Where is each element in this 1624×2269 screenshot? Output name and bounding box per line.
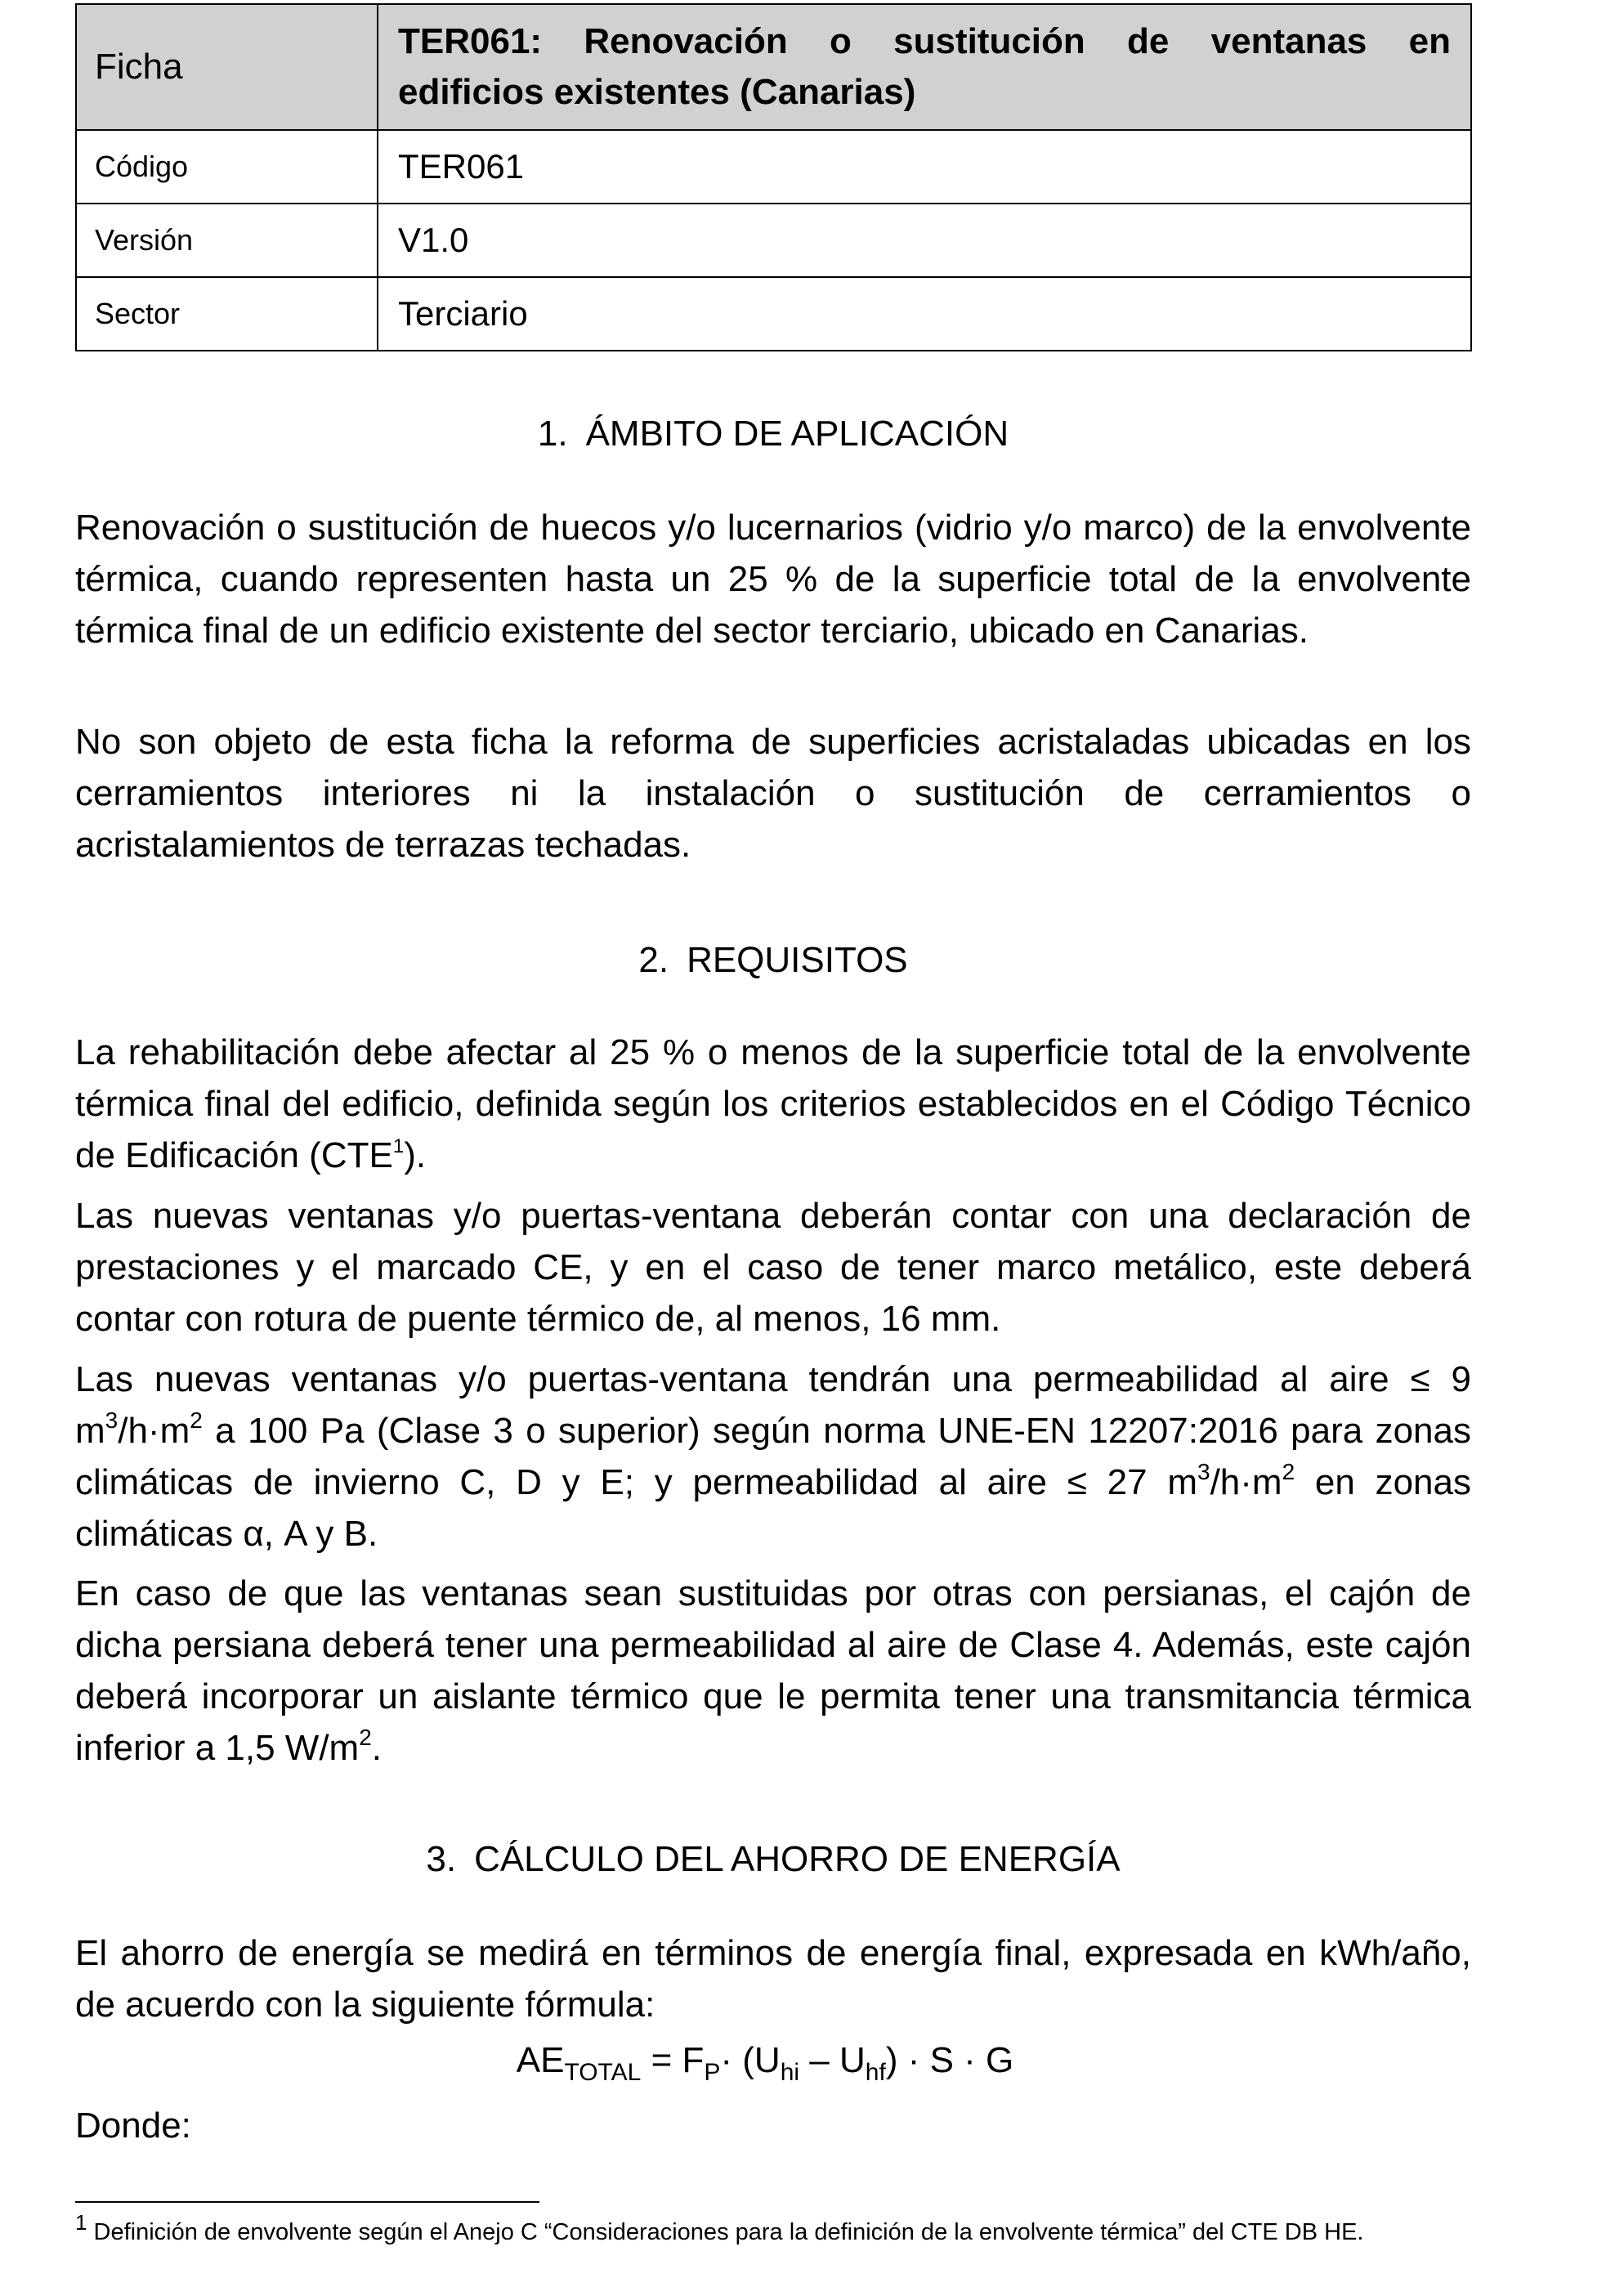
paragraph-requisitos-4 [75,1568,1471,1774]
section-number: 1. [537,414,568,454]
paragraph-end: . [371,1728,383,1768]
formula-subscript: TOTAL [564,2059,642,2086]
superscript: 3 [105,1407,119,1433]
section-number: 2. [638,940,669,980]
footnote-number: 1 [75,2210,87,2235]
section-title: ÁMBITO DE APLICACIÓN [585,414,1009,454]
formula-text: ) · S · G [885,2040,1014,2080]
superscript: 2 [1282,1459,1295,1484]
codigo-value: TER061 [378,130,1471,204]
superscript: 3 [1197,1459,1210,1484]
paragraph-text: /h·m [1210,1462,1282,1502]
superscript: 2 [359,1725,372,1750]
ficha-label: Ficha [76,4,378,130]
paragraph-ambito-1: Renovación o sustitución de huecos y/o lucernarios (vidrio y/o marco) de la envolvente térmica, cuando representen hasta un 25 % de la superficie total de la envolvente térmica final de un edificio existente del sector terciario, ubicado en Canarias. [75,508,1471,651]
footnote-reference: 1 [392,1135,405,1157]
section-heading-calculo [75,1839,1471,1880]
section-title: CÁLCULO DEL AHORRO DE ENERGÍA [474,1839,1121,1879]
formula-text: – U [799,2040,866,2080]
formula-subscript: hi [780,2059,800,2086]
ficha-title-line2: edificios existentes (Canarias) [398,72,916,112]
paragraph-end: ). [404,1135,427,1175]
section-title: REQUISITOS [687,940,908,980]
ficha-row-version [76,204,1471,277]
sector-label: Sector [76,277,378,351]
footnote [75,2210,1364,2246]
ficha-title [378,4,1471,130]
paragraph-text: Las nuevas ventanas y/o puertas-ventana tendrán una permeabilidad al aire ≤ 9 m [75,1359,1471,1451]
superscript: 2 [190,1407,203,1433]
paragraph-text: en zonas climáticas α, A y B. [75,1462,1471,1554]
codigo-label: Código [76,130,378,204]
formula-subscript: hf [865,2059,886,2086]
paragraph-ambito-2: No son objeto de esta ficha la reforma de superficies acristaladas ubicadas en los cerramientos interiores ni la instalación o sustitución de cerramientos o acristalamientos de terrazas techadas. [75,722,1471,865]
section-number: 3. [426,1839,457,1879]
version-label: Versión [76,204,378,277]
version-value: V1.0 [378,204,1471,277]
ficha-table [75,3,1472,351]
section-heading-ambito [75,414,1471,454]
section-heading-requisitos [75,940,1471,981]
paragraph-calculo-1: El ahorro de energía se medirá en términos de energía final, expresada en kWh/año, de acuerdo con la siguiente fórmula: [75,1933,1471,2025]
paragraph-requisitos-2: Las nuevas ventanas y/o puertas-ventana deberán contar con una declaración de prestaciones y el marcado CE, y en el caso de tener marco metálico, este deberá contar con rotura de puente térmico de, al menos, 16 mm. [75,1196,1471,1339]
paragraph-requisitos-3 [75,1354,1471,1560]
footnote-text: Definición de envolvente según el Anejo C “Consideraciones para la definición de la envolvente térmica” del CTE DB HE. [87,2219,1364,2245]
ficha-header-row [76,4,1471,130]
ficha-title-line1: TER061: Renovación o sustitución de ventanas en [398,21,1451,61]
formula-text: = F [641,2040,705,2080]
paragraph-text: En caso de que las ventanas sean sustituidas por otras con persianas, el cajón de dicha persiana deberá tener una permeabilidad al aire de Clase 4. Además, este cajón deberá incorporar un aislante térmico que le permita tener una transmitancia térmica inferior a 1,5 W/m [75,1573,1471,1768]
formula-text: · (U [720,2040,781,2080]
sector-value: Terciario [378,277,1471,351]
ficha-row-codigo [76,130,1471,204]
energy-savings-formula [75,2040,1471,2086]
footnote-separator [75,2201,539,2203]
formula-ae: AE [516,2040,565,2080]
paragraph-text: a 100 Pa (Clase 3 o superior) según norma UNE-EN 12207:2016 para zonas climáticas de invierno C, D y E; y permeabilidad al aire ≤ 27 m [75,1411,1471,1502]
formula-subscript: P [704,2059,721,2086]
ficha-row-sector [76,277,1471,351]
paragraph-text: /h·m [118,1411,190,1451]
paragraph-requisitos-1 [75,1027,1471,1181]
donde-label: Donde: [75,2106,191,2146]
paragraph-text: La rehabilitación debe afectar al 25 % o menos de la superficie total de la envolvente térmica final del edificio, definida según los criterios establecidos en el Código Técnico de Edificación (CTE [75,1032,1471,1175]
